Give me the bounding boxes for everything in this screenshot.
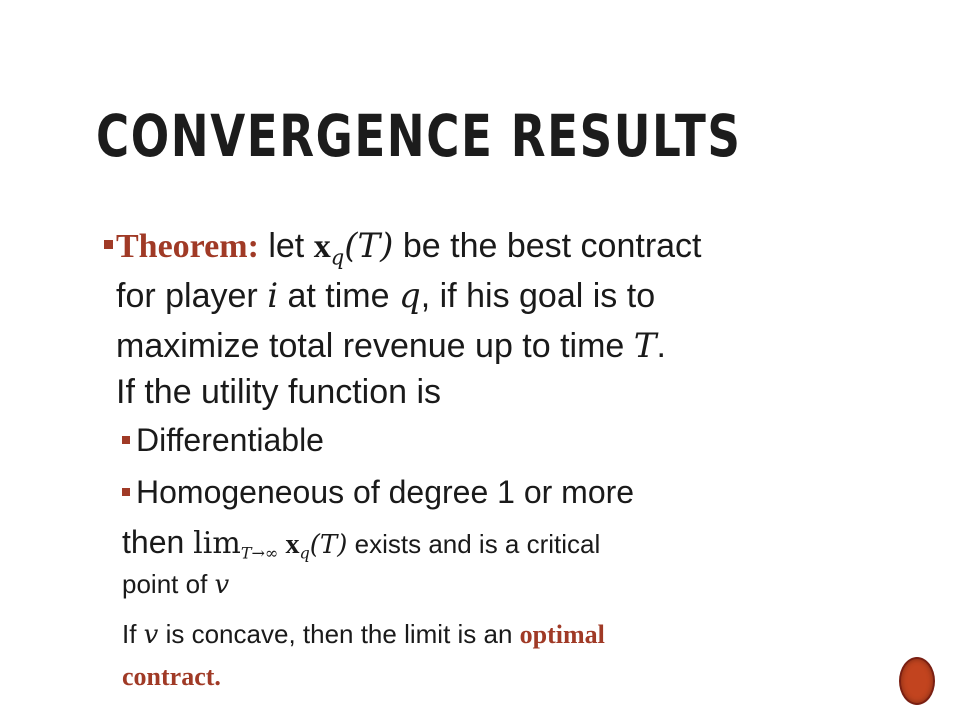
math-lim-sub: T→∞ [240, 543, 279, 563]
condition-homogeneous: Homogeneous of degree 1 or more [136, 474, 635, 510]
text: point of [122, 569, 215, 599]
text: let [258, 227, 314, 265]
optimal-emphasis: optimal [519, 620, 605, 649]
math-x: x [285, 529, 300, 560]
theorem-line-1 [116, 222, 702, 271]
conclusion-line-2 [122, 564, 229, 605]
condition-differentiable: Differentiable [136, 422, 324, 458]
conclusion-line-1 [122, 522, 600, 565]
math-T-arg: (T) [344, 226, 394, 266]
theorem-label: Theorem: [116, 228, 259, 265]
theorem-line-3 [116, 322, 666, 370]
math-sub-q: q [299, 543, 310, 563]
bullet-icon [122, 436, 130, 444]
math-v: v [143, 620, 159, 650]
remark-line-1 [122, 614, 605, 655]
slide-title: CONVERGENCE RESULTS [96, 102, 742, 170]
math-x: x [313, 228, 331, 265]
text: . [656, 327, 666, 365]
theorem-line-2 [116, 272, 655, 320]
text: maximize total revenue up to time [116, 327, 634, 365]
bullet-icon [104, 240, 113, 249]
math-T-arg: (T) [309, 530, 348, 560]
text: be the best contract [393, 227, 702, 265]
text: is concave, then the limit is an [158, 619, 520, 649]
text: , if his goal is to [420, 277, 656, 315]
text: If [122, 619, 144, 649]
text: at time [278, 277, 399, 315]
text: then [122, 524, 194, 560]
contract-emphasis: contract. [122, 662, 221, 691]
text: If the utility function is [116, 373, 442, 411]
math-v: v [214, 570, 230, 600]
math-sub-q: q [330, 244, 345, 270]
math-T: T [633, 326, 657, 366]
text: exists and is a critical [347, 529, 601, 559]
bullet-icon [122, 488, 130, 496]
math-lim: lim [193, 526, 241, 561]
text: for player [116, 277, 268, 315]
nav-circle-icon[interactable] [899, 657, 935, 705]
remark-line-2 [122, 656, 221, 697]
math-q: q [399, 276, 421, 316]
math-i: i [267, 276, 279, 316]
theorem-line-4 [116, 368, 441, 416]
